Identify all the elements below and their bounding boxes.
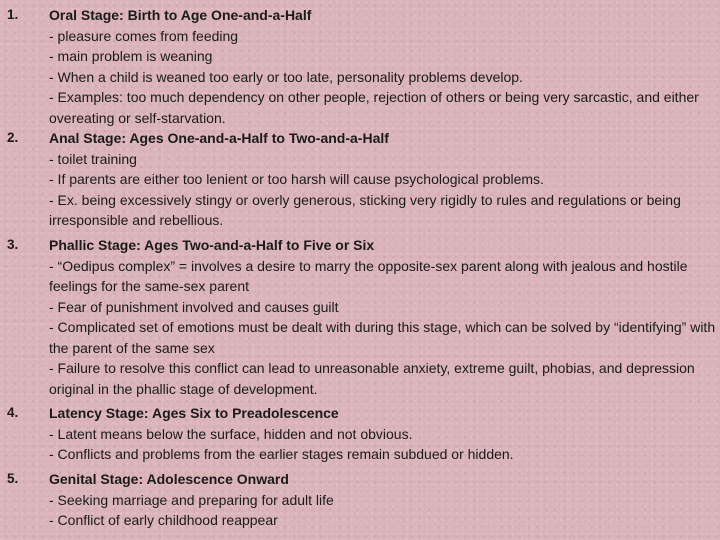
item-body [49,5,717,128]
stage-heading: Genital Stage: Adolescence Onward [49,471,289,487]
bullet-line: - Fear of punishment involved and causes guilt [49,298,339,315]
stage-heading: Anal Stage: Ages One-and-a-Half to Two-and-a-Half [49,130,389,146]
bullet-line: - Failure to resolve this conflict can lead to unreasonable anxiety, extreme guilt, phobias, and depression original in the phallic stage of development. [49,360,695,397]
bullet-line: - Complicated set of emotions must be dealt with during this stage, which can be solved by “identifying” with the parent of the same sex [49,319,716,356]
item-body [49,235,717,399]
stage-heading: Latency Stage: Ages Six to Preadolescence [49,405,339,421]
bullet-line: - Conflicts and problems from the earlier stages remain subdued or hidden. [49,446,514,462]
bullet-line: - When a child is weaned too early or too late, personality problems develop. [49,68,523,85]
item-body [49,128,717,231]
item-body [49,403,717,465]
bullet-line: - “Oedipus complex” = involves a desire to marry the opposite-sex parent along with jealous and hostile feelings for the same-sex parent [49,257,688,294]
stage-heading: Phallic Stage: Ages Two-and-a-Half to Five or Six [49,237,375,253]
bullet-line: - pleasure comes from feeding [49,27,239,44]
item-number: 3. [7,237,19,252]
bullet-line: - Seeking marriage and preparing for adult life [49,491,334,508]
bullet-line: - Conflict of early childhood reappear [49,512,278,528]
item-number: 2. [7,130,19,145]
stage-heading: Oral Stage: Birth to Age One-and-a-Half [49,7,312,23]
bullet-line: - Ex. being excessively stingy or overly generous, sticking very rigidly to rules and regulations or being irresponsible and rebellious. [49,191,681,228]
item-number: 1. [7,7,19,22]
bullet-line: - Latent means below the surface, hidden and not obvious. [49,425,413,442]
bullet-line: - main problem is weaning [49,48,213,64]
bullet-line: - Examples: too much dependency on other people, rejection of others or being very sarcastic, and either overeating or self-starvation. [49,89,699,126]
item-body [49,469,717,531]
item-number: 4. [7,405,19,420]
bullet-line: - toilet training [49,150,137,167]
item-number: 5. [7,471,19,486]
bullet-line: - If parents are either too lenient or too harsh will cause psychological problems. [49,171,544,187]
